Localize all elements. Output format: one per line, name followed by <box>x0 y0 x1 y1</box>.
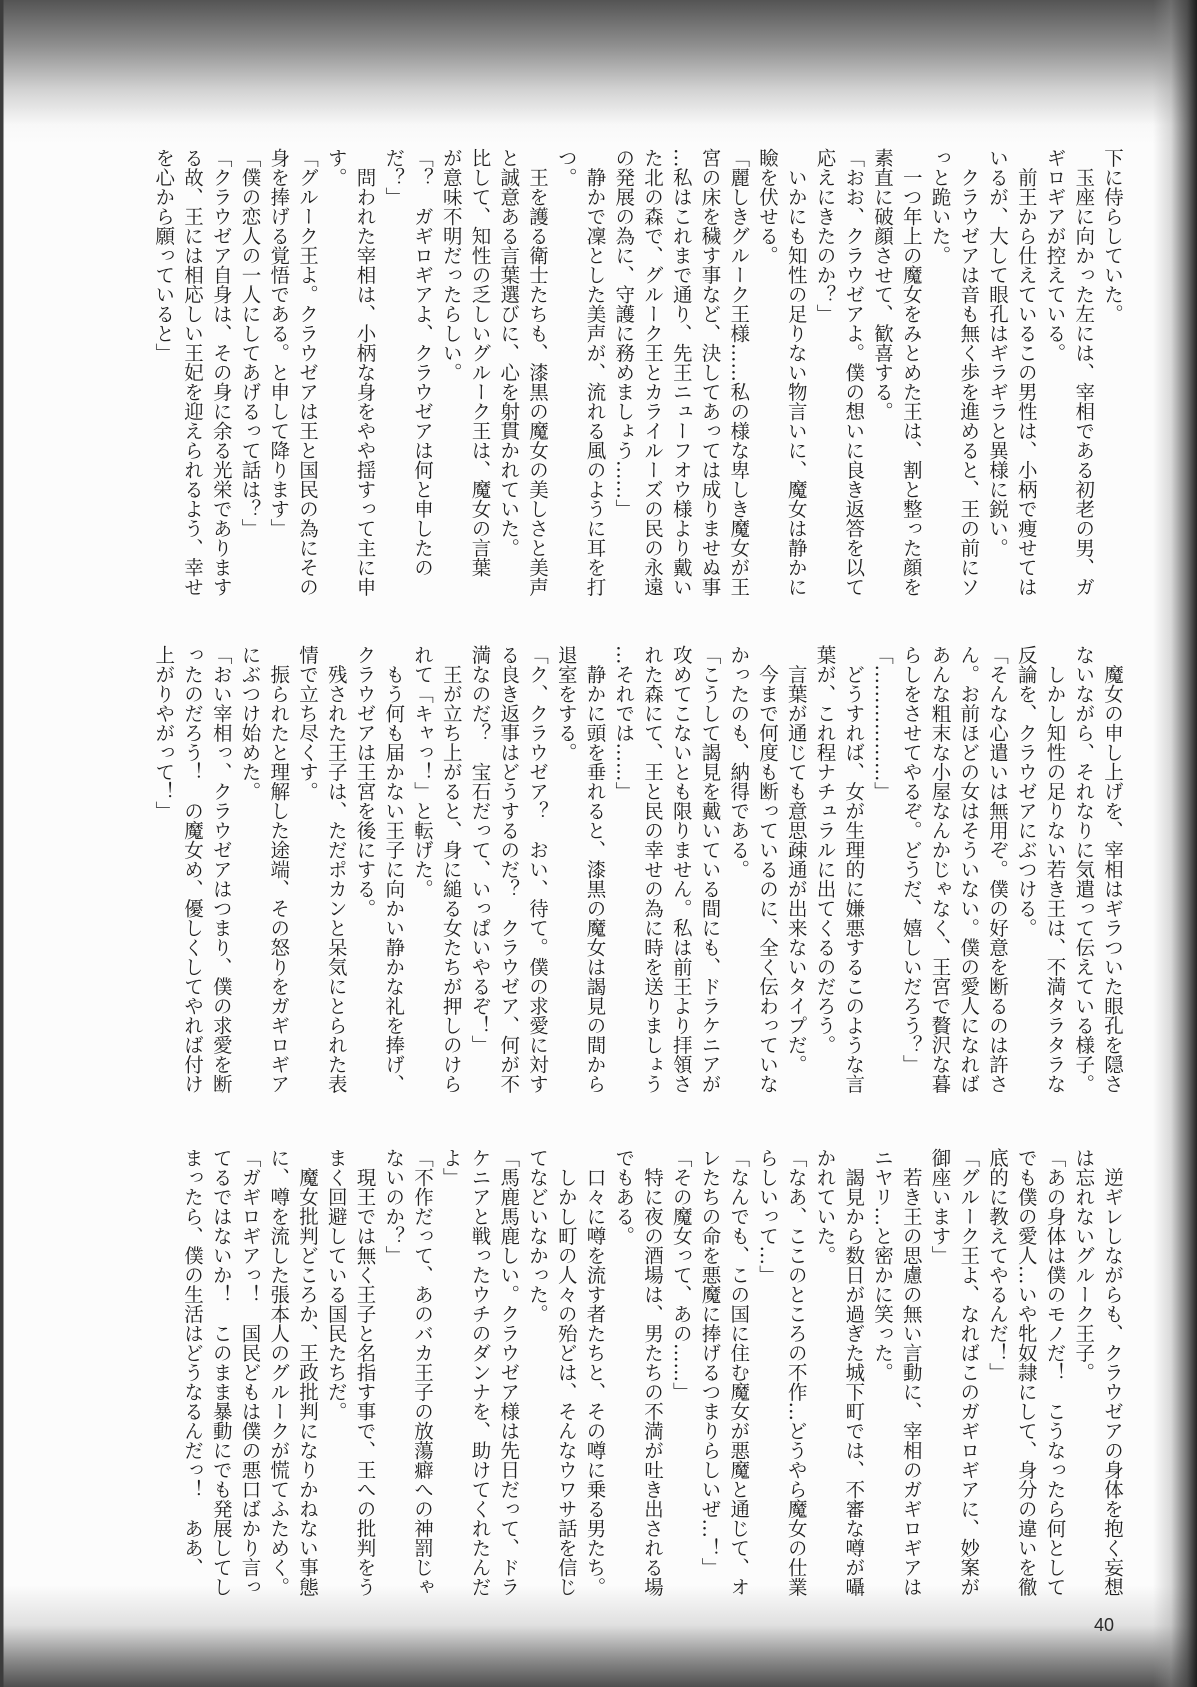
text-block-bottom <box>177 1148 1126 1597</box>
text-column: 「クラウゼア自身は、その身に余る光栄であります <box>209 148 233 597</box>
text-column: ギロギアが控えている。 <box>1043 148 1067 363</box>
text-column: 「その魔女って、あの……」 <box>669 1148 693 1402</box>
text-column: …それでは……」 <box>612 645 636 801</box>
text-column: かったのも、納得である。 <box>727 645 751 879</box>
text-column: 攻めてこないとも限りません。私は前王より拝領さ <box>669 645 693 1094</box>
text-column: 瞼を伏せる。 <box>756 148 779 265</box>
text-column: いかにも知性の足りない物言いに、魔女は静かに <box>784 148 808 597</box>
text-column: 「グルーク王よ。クラウゼアは王と国民の為にその <box>296 148 319 597</box>
text-column: 満なのだ？ 宝石だって、いっぱいやるぞ！」 <box>468 645 492 1055</box>
text-column: 「麗しきグルーク王様……私の様な卑しき魔女が王 <box>727 148 751 597</box>
text-column: 反論を、クラウゼアにぶつける。 <box>1014 645 1038 938</box>
text-column: ないながら、それなりに気遣って伝えている様子。 <box>1072 645 1096 1094</box>
text-column: よ」 <box>439 1148 463 1187</box>
text-column: 応えにきたのか？」 <box>813 148 837 324</box>
text-column: 今まで何度も断っているのに、全く伝わっていな <box>756 645 779 1094</box>
text-column: 「おお、クラウゼアよ。僕の想いに良き返答を以て <box>842 148 866 597</box>
text-column: レたちの命を悪魔に捧げるつまりらしいぜ…！」 <box>698 1148 722 1577</box>
text-column: 「不作だって、あのバカ王子の放蕩癖への神罰じゃ <box>411 1148 434 1597</box>
text-column: 玉座に向かった左には、宰相である初老の男、ガ <box>1072 148 1096 597</box>
text-column: クラウゼアは王宮を後にする。 <box>353 645 377 918</box>
text-column: 退室をする。 <box>554 645 578 762</box>
text-column: 「僕の恋人の一人にしてあげるって話は？」 <box>238 148 262 538</box>
text-column: でも僕の愛人…いや牝奴隷にして、身分の違いを徹 <box>1014 1148 1038 1597</box>
text-column: る良き返事はどうするのだ？ クラウゼア、何が不 <box>497 645 521 1094</box>
text-column: ニヤリ…と密かに笑った。 <box>871 1148 894 1382</box>
text-block-top <box>149 148 1127 597</box>
text-column: しかし知性の足りない若き王は、不満タラタラな <box>1043 645 1067 1094</box>
text-column: 魔女批判どころか、王政批判になりかねない事態 <box>296 1148 319 1597</box>
text-column: もう何も届かない王子に向かい静かな礼を捧げ、 <box>382 645 406 1094</box>
text-column: にぶつけ始めた。 <box>238 645 262 801</box>
text-column: ケニアと戦ったウチのダンナを、助けてくれたんだ <box>468 1148 492 1597</box>
text-column: 謁見から数日が過ぎた城下町では、不審な噂が囁 <box>842 1148 866 1597</box>
text-column: 上がりやがって！」 <box>152 645 176 821</box>
text-column: に、噂を流した張本人のグルークが慌てふためく。 <box>267 1148 291 1597</box>
text-column: 「あの身体は僕のモノだ！ こうなったら何として <box>1043 1148 1067 1597</box>
text-column: てなどいなかった。 <box>526 1148 549 1324</box>
text-column: 「こうして謁見を戴いている間にも、ドラケニアが <box>698 645 722 1094</box>
text-column: る故、王には相応しい王妃を迎えられるよう、幸せ <box>181 148 204 597</box>
text-block-middle <box>149 645 1127 1094</box>
text-column: 言葉が通じても意思疎通が出来ないタイプだ。 <box>784 645 808 1074</box>
text-column: 逆ギレしながらも、クラウゼアの身体を抱く妄想 <box>1101 1148 1124 1597</box>
text-column: 残された王子は、ただポカンと呆気にとられた表 <box>324 645 348 1094</box>
text-column: 「？ ガギロギアよ、クラウゼアは何と申したの <box>411 148 434 577</box>
text-column: 御座います」 <box>928 1148 952 1265</box>
text-column: かれていた。 <box>813 1148 837 1265</box>
text-column: が意味不明だったらしい。 <box>439 148 463 382</box>
text-column: 静かで凜とした美声が、流れる風のように耳を打 <box>583 148 607 597</box>
text-column: 比して、知性の乏しいグルーク王は、魔女の言葉 <box>468 148 492 577</box>
text-column: れた森にて、王と民の幸せの為に時を送りましょう <box>641 645 664 1094</box>
text-column: 若き王の思慮の無い言動に、宰相のガギロギアは <box>899 1148 923 1597</box>
text-column: 「馬鹿馬鹿しい。クラウゼア様は先日だって、ドラ <box>497 1148 521 1597</box>
text-column: 現王では無く王子と名指す事で、王への批判をう <box>353 1148 377 1597</box>
text-column: つ。 <box>554 148 578 187</box>
text-column: しかし町の人々の殆どは、そんなウワサ話を信じ <box>554 1148 578 1597</box>
text-column: 「ク、クラウゼア？ おい、待て。僕の求愛に対す <box>526 645 549 1094</box>
text-column: 宮の床を穢す事など、決してあっては成りませぬ事 <box>698 148 722 597</box>
text-column: 王を護る衛士たちも、漆黒の魔女の美しさと美声 <box>526 148 549 597</box>
text-column: す。 <box>324 148 348 187</box>
text-column: まく回避している国民たちだ。 <box>324 1148 348 1421</box>
text-column: あんな粗末な小屋なんかじゃなく、王宮で贅沢な暮 <box>928 645 952 1094</box>
text-column: 「………………」 <box>871 645 894 801</box>
text-column: だ？」 <box>382 148 406 207</box>
text-column: 前王から仕えているこの男性は、小柄で痩せては <box>1014 148 1038 597</box>
text-column: らしをさせてやるぞ。どうだ、嬉しいだろう？」 <box>899 645 923 1074</box>
text-column: 「なんでも、この国に住む魔女が悪魔と通じて、オ <box>727 1148 751 1597</box>
text-column: 「なあ、ここのところの不作…どうやら魔女の仕業 <box>784 1148 808 1597</box>
text-column: 「おい宰相っ、クラウゼアはつまり、僕の求愛を断 <box>209 645 233 1094</box>
text-column: 身を捧げる覚悟である。と申して降ります」 <box>267 148 291 538</box>
text-column: ったのだろう！ の魔女め、優しくしてやれば付け <box>181 645 204 1094</box>
text-column: た北の森で、グルーク王とカライルーズの民の永遠 <box>641 148 664 597</box>
text-column: どうすれば、女が生理的に嫌悪するこのような言 <box>842 645 866 1094</box>
text-column: の発展の為に、守護に務めましょう……」 <box>612 148 636 519</box>
text-column: クラウゼアは音も無く歩を進めると、王の前にソ <box>957 148 981 597</box>
text-column: 底的に教えてやるんだ！」 <box>986 1148 1009 1382</box>
text-column: 魔女の申し上げを、宰相はギラついた眼孔を隠さ <box>1101 645 1124 1094</box>
text-column: 口々に噂を流す者たちと、その噂に乗る男たち。 <box>583 1148 607 1597</box>
text-column: 王が立ち上がると、身に縋る女たちが押しのけら <box>439 645 463 1094</box>
text-column: いるが、大して眼孔はギラギラと異様に鋭い。 <box>986 148 1009 558</box>
text-column: 特に夜の酒場は、男たちの不満が吐き出される場 <box>641 1148 664 1597</box>
text-column: れて「キャっ！」と転げた。 <box>411 645 434 899</box>
text-column: っと跪いた。 <box>928 148 952 265</box>
text-column: …私はこれまで通り、先王ニューフオウ様より戴い <box>669 148 693 597</box>
text-column: 葉が、これ程ナチュラルに出てくるのだろう。 <box>813 645 837 1055</box>
text-column: 問われた宰相は、小柄な身をやや揺すって主に申 <box>353 148 377 597</box>
text-column: でもある。 <box>612 1148 636 1246</box>
text-column: ん。お前ほどの女はそういない。僕の愛人になれば <box>957 645 981 1094</box>
text-column: 情で立ち尽くす。 <box>296 645 319 801</box>
text-column: 振られたと理解した途端、その怒りをガギロギア <box>267 645 291 1094</box>
text-column: を心から願っていると」 <box>152 148 176 363</box>
text-column: らしいって…」 <box>756 1148 779 1285</box>
text-column: 静かに頭を垂れると、漆黒の魔女は謁見の間から <box>583 645 607 1094</box>
text-column: ないのか？」 <box>382 1148 406 1265</box>
text-column: 素直に破顔させて、歓喜する。 <box>871 148 894 421</box>
text-column: は忘れないグルーク王子。 <box>1072 1148 1096 1382</box>
text-column: まったら、僕の生活はどうなるんだっ！ ああ、 <box>181 1148 204 1577</box>
text-column: 一つ年上の魔女をみとめた王は、割と整った顔を <box>899 148 923 597</box>
text-column: 下に侍らしていた。 <box>1101 148 1124 324</box>
page-number: 40 <box>1094 1615 1115 1635</box>
text-column: と誠意ある言葉選びに、心を射貫かれていた。 <box>497 148 521 558</box>
text-column: てるではないか！ このまま暴動にでも発展してし <box>209 1148 233 1597</box>
text-column: 「ガギロギアっ！ 国民どもは僕の悪口ばかり言っ <box>238 1148 262 1597</box>
text-column: 「そんな心遣いは無用ぞ。僕の好意を断るのは許さ <box>986 645 1009 1094</box>
text-column: 「グルーク王よ、なればこのガギロギアに、妙案が <box>957 1148 981 1597</box>
